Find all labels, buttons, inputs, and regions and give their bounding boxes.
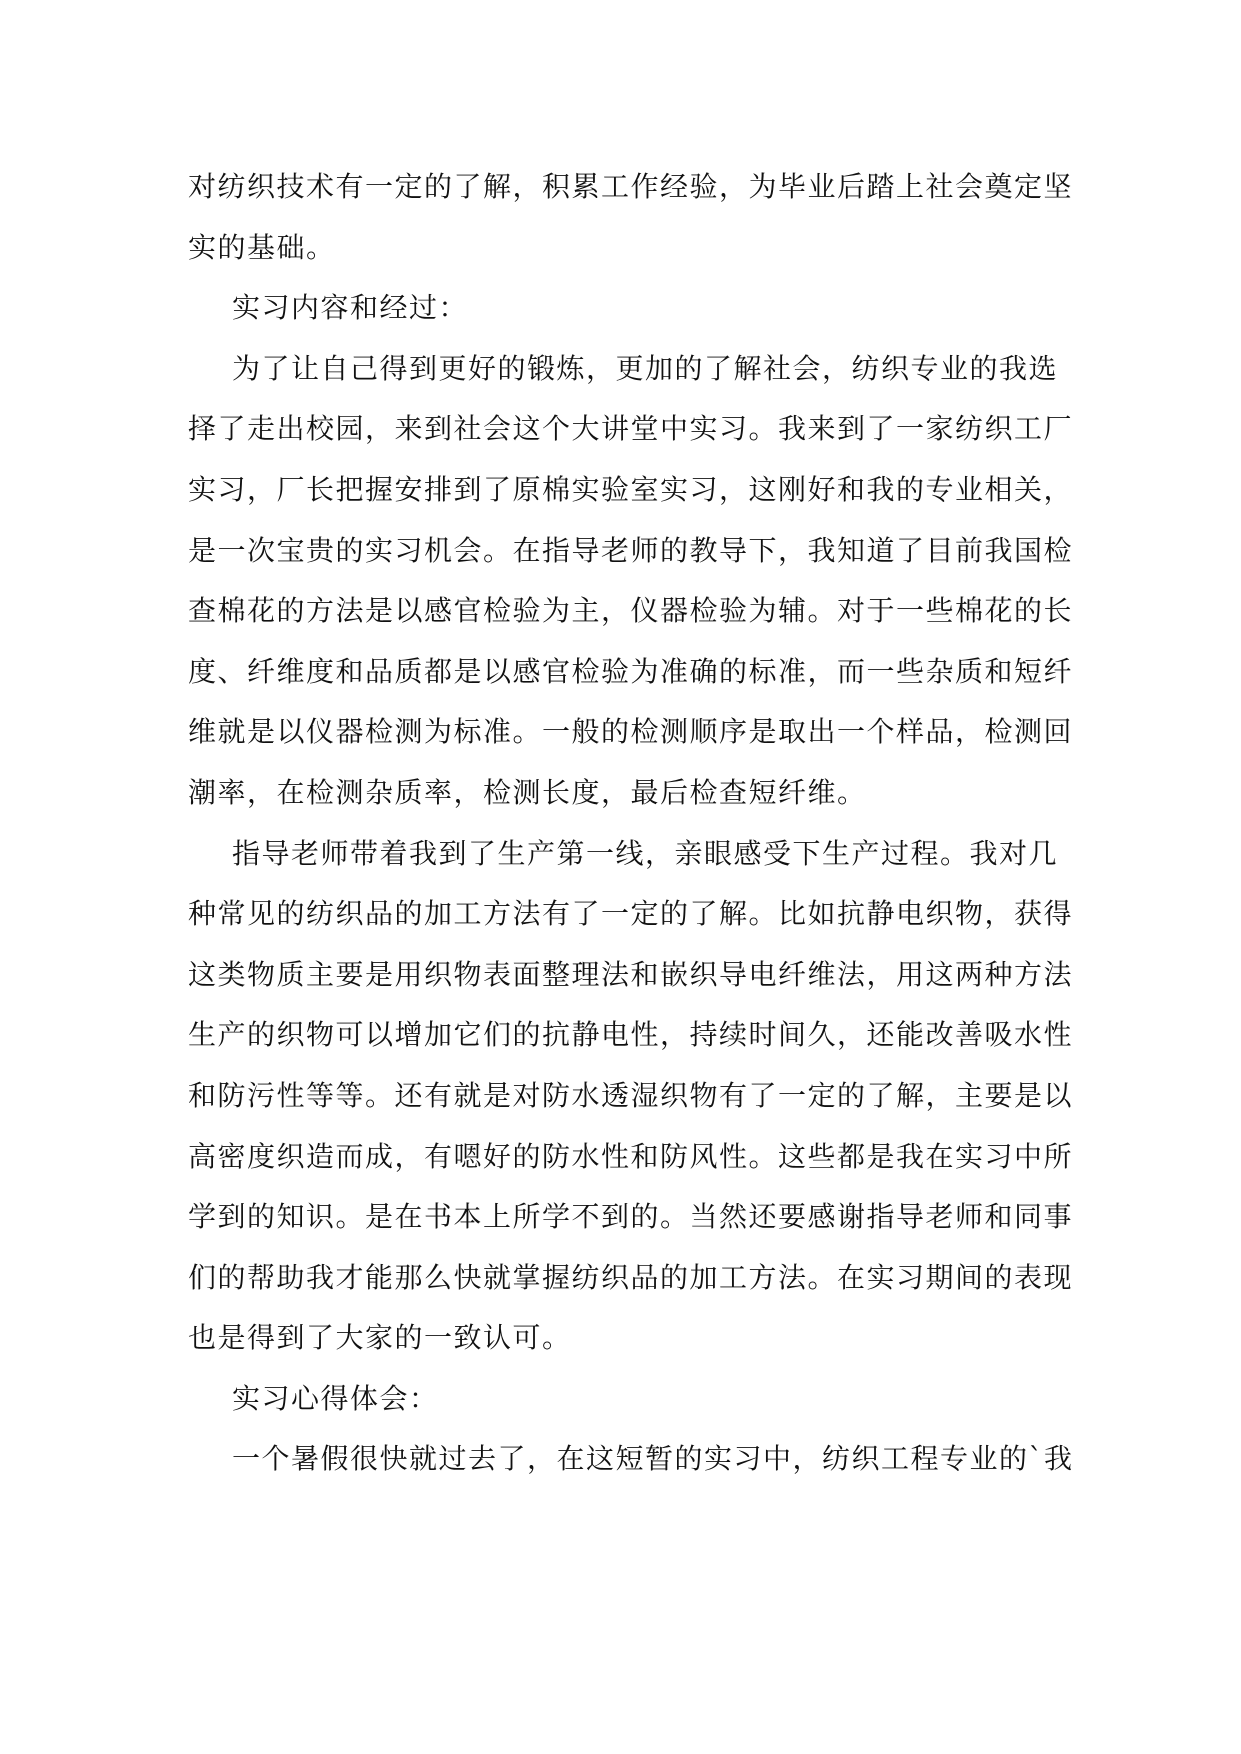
text-line: 查棉花的方法是以感官检验为主，仪器检验为辅。对于一些棉花的长 bbox=[188, 594, 1074, 628]
text-line: 生产的织物可以增加它们的抗静电性，持续时间久，还能改善吸水性 bbox=[188, 1018, 1074, 1052]
document-body bbox=[188, 157, 1074, 1490]
text-line: 和防污性等等。还有就是对防水透湿织物有了一定的了解，主要是以 bbox=[188, 1078, 1074, 1112]
text-line: 度、纤维度和品质都是以感官检验为准确的标准，而一些杂质和短纤 bbox=[188, 654, 1074, 688]
section-heading: 实习内容和经过： bbox=[232, 291, 469, 325]
text-line: 种常见的纺织品的加工方法有了一定的了解。比如抗静电织物，获得 bbox=[188, 897, 1074, 931]
text-line: 为了让自己得到更好的锻炼，更加的了解社会，纺织专业的我选 bbox=[232, 351, 1059, 385]
text-line: 维就是以仪器检测为标准。一般的检测顺序是取出一个样品，检测回 bbox=[188, 715, 1074, 749]
text-line: 们的帮助我才能那么快就掌握纺织品的加工方法。在实习期间的表现 bbox=[188, 1260, 1074, 1294]
text-line: 实的基础。 bbox=[188, 230, 336, 264]
text-line: 指导老师带着我到了生产第一线，亲眼感受下生产过程。我对几 bbox=[232, 836, 1059, 870]
text-line: 高密度织造而成，有嗯好的防水性和防风性。这些都是我在实习中所 bbox=[188, 1139, 1074, 1173]
text-line: 学到的知识。是在书本上所学不到的。当然还要感谢指导老师和同事 bbox=[188, 1200, 1074, 1234]
text-line: 择了走出校园，来到社会这个大讲堂中实习。我来到了一家纺织工厂 bbox=[188, 412, 1074, 446]
section-heading: 实习心得体会： bbox=[232, 1381, 439, 1415]
text-line: 潮率，在检测杂质率，检测长度，最后检查短纤维。 bbox=[188, 775, 867, 809]
text-line: 一个暑假很快就过去了，在这短暂的实习中，纺织工程专业的`我 bbox=[232, 1442, 1074, 1476]
text-line: 这类物质主要是用织物表面整理法和嵌织导电纤维法，用这两种方法 bbox=[188, 957, 1074, 991]
text-line: 实习，厂长把握安排到了原棉实验室实习，这刚好和我的专业相关， bbox=[188, 472, 1074, 506]
text-line: 是一次宝贵的实习机会。在指导老师的教导下，我知道了目前我国检 bbox=[188, 533, 1074, 567]
text-line: 也是得到了大家的一致认可。 bbox=[188, 1321, 572, 1355]
text-line: 对纺织技术有一定的了解，积累工作经验，为毕业后踏上社会奠定坚 bbox=[188, 170, 1074, 203]
